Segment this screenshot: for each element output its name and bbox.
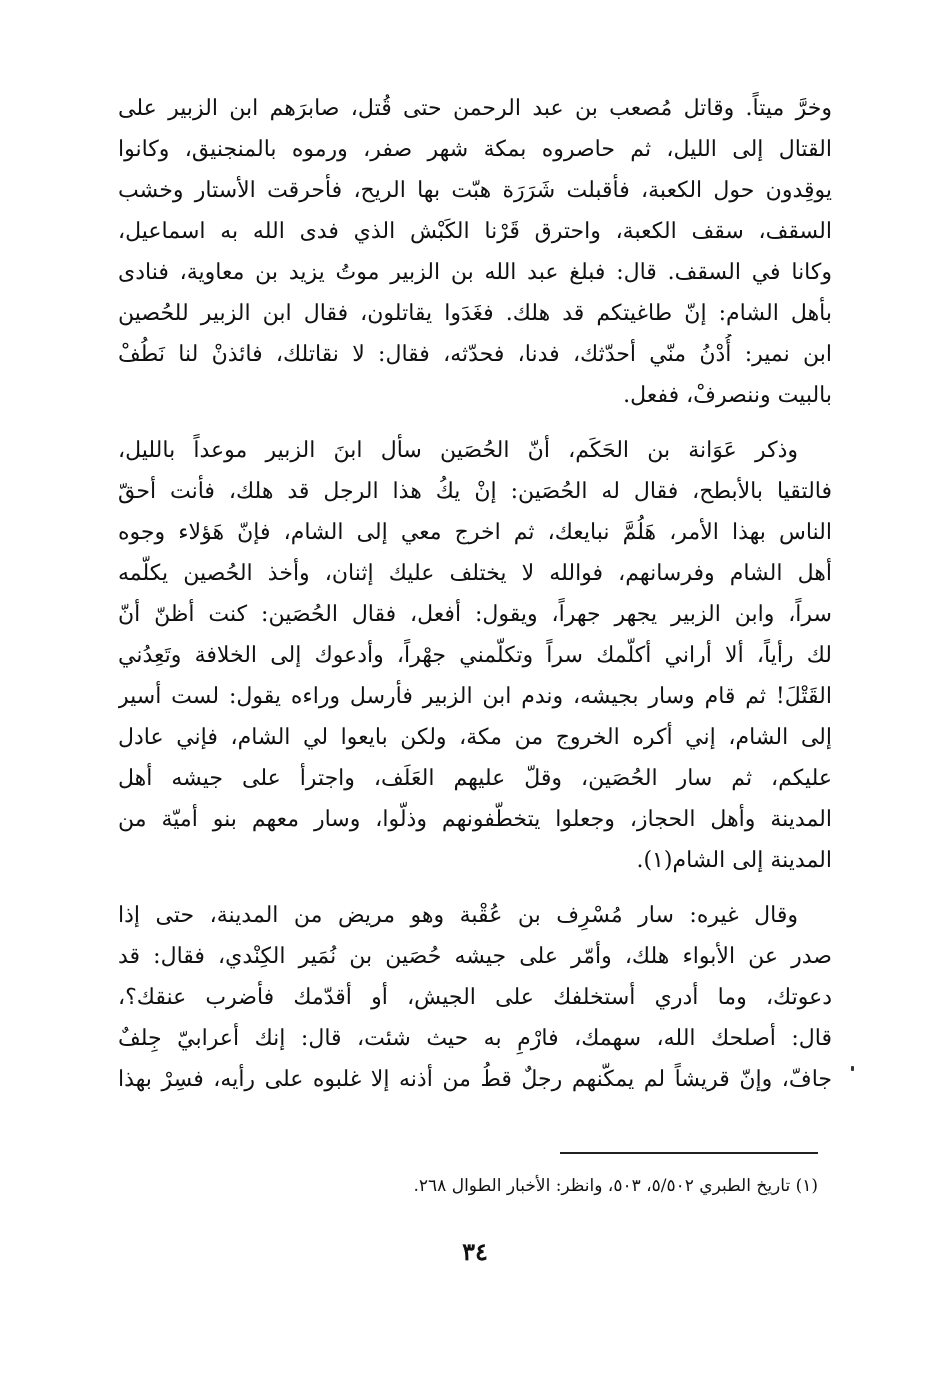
ink-speck [851,1066,854,1071]
text-line: دعوتك، وما أدري أستخلفك على الجيش، أو أقدّمك فأضرب عنقك؟، [118,985,832,1010]
page-number: ٣٤ [462,1237,488,1266]
text-line: وذكر عَوَانة بن الحَكَم، أنّ الحُصَين سأل ابنَ الزبير موعداً بالليل، [118,438,798,463]
text-line: السقف، سقف الكعبة، واحترق قَرْنا الكَبْش الذي فدى الله به اسماعيل، [118,219,832,244]
text-line: قال: أصلحك الله، سهمك، فارْمِ به حيث شئت، قال: إنك أعرابيّ جِلفٌ [118,1026,832,1051]
body-text [118,88,832,1114]
text-line: جافّ، وإنّ قريشاً لم يمكّنهم رجلٌ قطُ من أذنه إلا غلبوه على رأيه، فسِرْ بهذا [118,1067,832,1092]
text-line: يوقِدون حول الكعبة، فأقبلت شَرَرَة هبّت بها الريح، فأحرقت الأستار وخشب [118,178,832,203]
text-line: وخرَّ ميتاً. وقاتل مُصعب بن عبد الرحمن حتى قُتل، صابرَهم ابن الزبير على [118,96,832,121]
footnote: (١) تاريخ الطبري ٥/٥٠٢، ٥٠٣، وانظر: الأخبار الطوال ٢٦٨. [413,1176,818,1196]
text-line: لك رأياً، ألا أراني أكلّمك سراً وتكلّمني جهْراً، وأدعوك إلى الخلافة وتَعِدُني [118,643,832,668]
text-line: وقال غيره: سار مُسْرِف بن عُقْبة وهو مريض من المدينة، حتى إذا [118,903,798,928]
paragraph-3 [118,895,832,1100]
text-line: القَتْلَ! ثم قام وسار بجيشه، وندم ابن الزبير فأرسل وراءه يقول: لست أسير [118,684,832,709]
text-line: وكانا في السقف. قال: فبلغ عبد الله بن الزبير موتُ يزيد بن معاوية، فنادى [118,260,832,285]
text-line: سراً، وابن الزبير يجهر جهراً، ويقول: أفعل، فقال الحُصَين: كنت أظنّ أنّ [118,602,832,627]
text-line: القتال إلى الليل، ثم حاصروه بمكة شهر صفر، ورموه بالمنجنيق، وكانوا [118,137,832,162]
text-line: المدينة إلى الشام(١). [636,848,832,873]
text-line: ابن نمير: أُدْنُ منّي أحدّثك، فدنا، فحدّثه، فقال: لا نقاتلك، فائذنْ لنا نَطُفْ [118,342,832,367]
text-line: صدر عن الأبواء هلك، وأمّر على جيشه حُصَين بن نُمَير الكِنْدي، فقال: قد [118,944,832,969]
paragraph-1 [118,88,832,416]
text-line: إلى الشام، إني أكره الخروج من مكة، ولكن بايعوا لي الشام، فإني عادل [118,725,832,750]
text-line: بالبيت وننصرفْ، ففعل. [623,383,832,408]
footnote-divider [560,1152,818,1154]
text-line: أهل الشام وفرسانهم، فوالله لا يختلف عليك إثنان، وأخذ الحُصين يكلّمه [118,561,832,586]
text-line: بأهل الشام: إنّ طاغيتكم قد هلك. فغَدَوا يقاتلون، فقال ابن الزبير للحُصين [118,301,832,326]
paragraph-2 [118,430,832,881]
text-line: فالتقيا بالأبطح، فقال له الحُصَين: إنْ يكُ هذا الرجل قد هلك، فأنت أحقّ [118,479,832,504]
text-line: عليكم، ثم سار الحُصَين، وقلّ عليهم العَلَف، واجترأ على جيشه أهل [118,766,832,791]
text-line: المدينة وأهل الحجاز، وجعلوا يتخطّفونهم وذلّوا، وسار معهم بنو أميّة من [118,807,832,832]
text-line: الناس بهذا الأمر، هَلُمَّ نبايعك، ثم اخرج معي إلى الشام، فإنّ هَؤلاء وجوه [118,520,832,545]
